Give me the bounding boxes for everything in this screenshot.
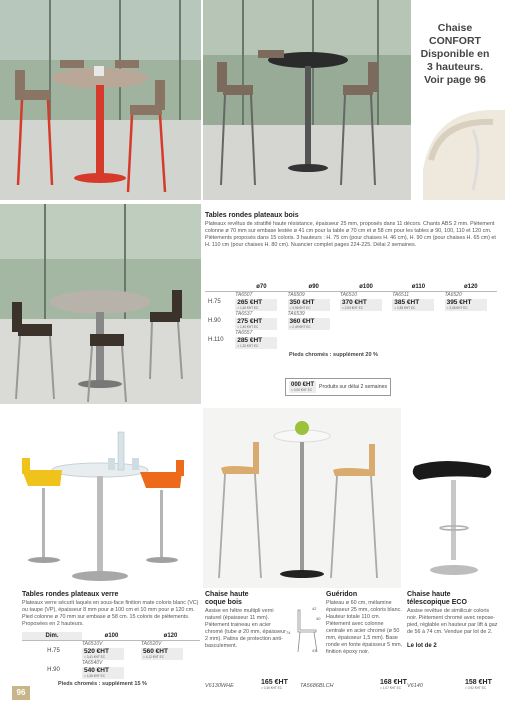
footnote-pieds-chromes: Pieds chromés : supplément 15 % [58,681,147,687]
delay-text: Produits sur délai 2 semaines [319,384,388,390]
eco-contribution: = 2,49 €HT EC [288,325,330,330]
table-header: ø100 [82,632,141,641]
product-price: 395 €HT [445,299,487,306]
dim-label: 40 [316,616,321,621]
eco-contribution: = 1,40 €HT EC [235,306,277,311]
dim-label: 42 [312,606,317,611]
product-price: 560 €HT [141,648,183,655]
product-price: 168 €HT [380,679,407,686]
eco-contribution: = 3,41 €HT EC [82,655,124,660]
lot-label: Le lot de 2 [407,643,437,649]
product-price: 520 €HT [82,648,124,655]
delay-notice [285,378,391,396]
eco-contribution: = 1,40 €HT EC [235,325,277,330]
section-title: Guéridon [326,591,358,598]
table-header: ø90 [288,283,340,292]
dimension-diagram [286,606,324,654]
footnote-pieds-chromes: Pieds chromés : supplément 20 % [289,352,378,358]
product-price: 158 €HT [465,679,492,686]
product-ref: TA6540V [82,660,103,666]
photo-glass-table-stools [0,408,201,588]
table-header: ø120 [445,283,497,292]
section-title: télescopique ECO [407,599,467,606]
price-cell [288,292,340,312]
price-cell [392,292,444,312]
promo-line: Chaise [437,22,473,34]
price-table-verre [22,632,200,687]
delay-price-box [289,381,316,393]
table-header: ø110 [392,283,444,292]
product-price: 265 €HT [235,299,277,306]
product-ref: V6130WHE [205,683,234,689]
section-tables-verre [22,591,202,628]
promo-chair-confort [413,22,497,87]
price-chaise-eco [407,679,499,693]
eco-contribution: = 1,07 €HT EC [380,686,402,690]
price-cell [141,641,200,661]
page-number: 96 [12,686,30,700]
price-table-bois [205,283,497,358]
eco-contribution: = 4,12 €HT EC [141,655,183,660]
price-cell [82,641,141,661]
photo-stool-eco [403,408,505,588]
section-description: Plateau ø 60 cm, mélamine épaisseur 25 mm, coloris blanc. Hauteur totale 110 cm. Piètement avec colonne centrale en acier chromé (ø 50 mm, épaisseur 1,5 mm). Base ronde en fonte épaisseur 5 mm, finition époxy noir. [326,600,403,655]
section-tables-bois [205,212,497,249]
section-chaise-eco [407,591,499,650]
section-description: Assise en hêtre multipli verni naturel (épaisseur 11 mm). Piètement traineau en acier chromé (tube ø 20 mm, épaisseur 2 mm). Patins de protection anti-basculement. [205,608,286,649]
photo-wood-stools-gueridon [203,408,401,588]
promo-line: CONFORT [429,35,481,47]
section-chaise-bois [205,591,287,650]
price-cell [235,311,287,330]
product-ref: TA6507 [235,292,253,298]
price-gueridon [300,679,407,693]
product-ref: TA6557 [235,330,253,336]
section-title: Chaise haute [407,591,451,598]
table-header: ø120 [141,632,200,641]
price-cell [235,330,287,349]
table-row [22,641,200,661]
price-cell [340,292,392,312]
price-cell [288,311,340,330]
product-ref: TA6539 [287,311,305,317]
dim-label: 74 [286,630,291,635]
product-ref: TA6510V [82,641,103,647]
promo-line: Voir page 96 [424,74,486,86]
price-cell [82,660,141,679]
product-price: 165 €HT [261,679,288,686]
product-ref: TA6520V [141,641,162,647]
row-label: H.90 [208,317,221,324]
dim-label: 43 [312,648,317,653]
product-ref: TA6510 [339,292,358,298]
section-title: Chaise haute [205,591,249,598]
section-title: Tables rondes plateaux verre [22,591,119,598]
table-header-empty [205,283,235,292]
delay-price: 000 €HT [291,382,315,388]
table-row [22,660,200,679]
table-row [205,292,497,312]
product-price: 350 €HT [288,299,330,306]
row-label: H.75 [47,647,60,654]
product-ref: TA6511 [392,292,410,298]
table-header: ø70 [235,283,287,292]
product-ref: TA6537 [235,311,253,317]
product-ref: TA6520 [444,292,462,298]
eco-contribution: = 1,32 €HT EC [235,344,277,349]
promo-line: Disponible en [420,48,490,60]
section-gueridon [326,591,403,656]
section-title: coque bois [205,599,242,606]
eco-contribution: = 4,36 €HT EC [82,674,124,679]
row-label: H.75 [208,298,221,305]
section-description: Plateaux revêtus de stratifié haute résistance, épaisseur 25 mm, proposés dans 11 décors. Chants ABS 2 mm. Piètement colonne ø 70 mm sur embase lestée ø 41 cm pour la table ø 70 cm et ø 58 cm pour les tables ø 90, 100, 110 et 120 cm. Piètements proposés dans 15 coloris. 3 hauteurs : H. 75 cm (pour chaises H. 46 cm), H. 90 cm (pour chaises H. 65 cm) et H. 110 cm (pour chaises H. 80 cm). Nuancier complet pages 224-225. Délai 2 semaines. [205,221,496,248]
product-price: 540 €HT [82,667,124,674]
photo-brown-chairs-table [0,204,201,404]
table-row [205,311,497,330]
product-price: 360 €HT [288,318,330,325]
promo-line: 3 hauteurs. [426,61,484,73]
photo-grey-chairs-black-table [203,0,411,200]
table-header: Dim. [22,632,82,641]
section-description: Plateaux verre sécurit laqués en sous-face finition mate coloris blanc (VC) ou taupe (VP), épaisseur 8 mm pour ø 100 cm et 10 mm pour ø 120 cm. Pied colonne ø 70 mm sur embase ø 58 cm. 15 coloris de piètements. Proposées en 2 hauteurs. [22,600,199,627]
product-price: 275 €HT [235,318,277,325]
product-ref: TA5686BLCH [300,683,334,689]
eco-contribution: = 3,96 €HT EC [288,306,330,311]
product-price: 385 €HT [392,299,434,306]
section-title: Tables rondes plateaux bois [205,212,299,219]
eco-contribution: = 2,53 €HT EC [340,306,382,311]
price-chaise-bois [205,679,295,693]
product-ref: V6140 [407,683,423,689]
section-description: Assise revêtue de similicuir coloris noir. Piètement chromé avec repose-pied, réglable en hauteur par lift à gaz de 56 à 74 cm. Vendue par lot de 2. [407,608,498,635]
row-label: H.90 [47,666,60,673]
product-price: 370 €HT [340,299,382,306]
delay-ttc: = 0,00 €HT EC [291,388,313,392]
eco-contribution: = 0,92 €HT EC [465,686,487,690]
price-cell [445,292,497,312]
price-cell [235,292,287,312]
eco-contribution: = 2,83 €HT EC [392,306,434,311]
table-header: ø100 [340,283,392,292]
eco-contribution: = 3,08 €HT EC [445,306,487,311]
row-label: H.110 [208,336,224,343]
photo-red-chairs-table [0,0,201,200]
product-ref: TA6509 [287,292,305,298]
eco-contribution: = 0,36 €HT EC [261,686,283,690]
product-price: 285 €HT [235,337,277,344]
chair-dimension-icon [286,606,324,654]
table-row [205,330,497,349]
